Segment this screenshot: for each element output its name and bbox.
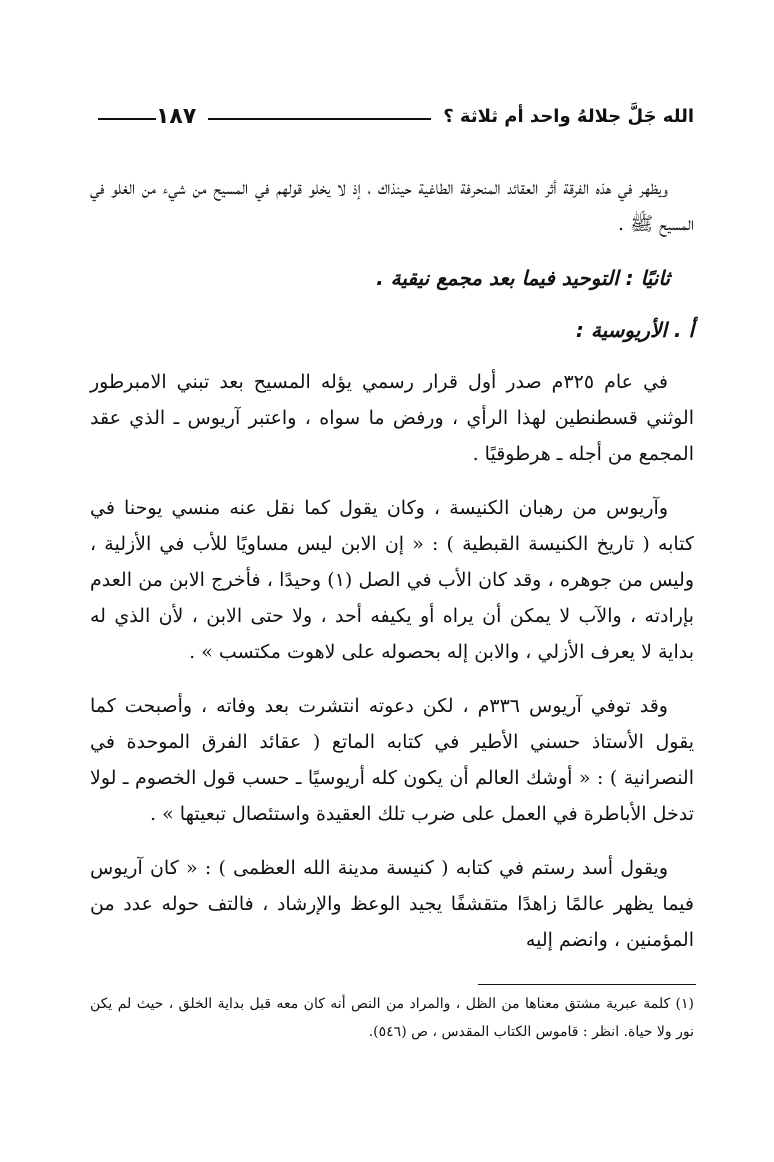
running-header [88,96,694,136]
paragraph-2: في عام ٣٢٥م صدر أول قرار رسمي يؤله المسيح بعد تبني الامبرطور الوثني قسطنطين لهذا الرأي ، ورفض ما سواه ، واعتبر آريوس ـ الذي عقد المجمع من أجله ـ هرطوقيًا . [90,371,694,465]
paragraph-5: ويقول أسد رستم في كتابه ( كنيسة مدينة الله العظمى ) : « كان آريوس فيما يظهر عالمًا زاهدًا متقشفًا يجيد الوعظ والإرشاد ، فالتف حوله عدد من المؤمنين ، وانضم إليه [90,857,694,951]
paragraph-4: وقد توفي آريوس ٣٣٦م ، لكن دعوته انتشرت بعد وفاته ، وأصبحت كما يقول الأستاذ حسني الأطير في كتابه الماتع ( عقائد الفرق الموحدة في النصرانية ) : « أوشك العالم أن يكون كله أريوسيًا ـ حسب قول الخصوم ـ لولا تدخل الأباطرة في العمل على ضرب تلك العقيدة واستئصال تبعيتها » . [90,695,694,825]
paragraph-3: وآريوس من رهبان الكنيسة ، وكان يقول كما نقل عنه منسي يوحنا في كتابه ( تاريخ الكنيسة القبطية ) : « إن الابن ليس مساويًا للأب في الأزلية ، وليس من جوهره ، وقد كان الأب في الصل (١) وحيدًا ، فأخرج الابن من العدم بإرادته ، والآب لا يمكن أن يراه أو يكيفه أحد ، ولا حتى الابن ، لأن الذي له بداية لا يعرف الأزلي ، والابن إله بحصوله على لاهوت مكتسب » . [90,497,694,663]
page-number: ١٨٧ [156,103,197,129]
main-text [90,170,694,976]
subsection-heading: أ . الأريوسية : [575,318,694,342]
header-rule-end [98,118,156,120]
footnote-divider [478,984,696,985]
section-heading: ثانيًا : التوحيد فيما بعد مجمع نيقية . [376,266,670,290]
running-title: الله جَلَّ جلالهُ واحد أم ثلاثة ؟ [443,105,694,127]
footnote: (١) كلمة عبرية مشتق معناها من الظل ، والمراد من النص أنه كان معه قبل بداية الخلق ، حيث لم يكن نور ولا حياة. انظر : قاموس الكتاب المقدس ، ص (٥٤٦). [90,996,694,1040]
header-rule [208,118,431,120]
paragraph-1: ويظهر في هذه الفرقة أثر العقائد المنحرفة الطاغية حينذاك ، إذ لا يخلو قولهم في المسيح من شيء من الغلو في المسيح ﷺ . [90,177,694,235]
